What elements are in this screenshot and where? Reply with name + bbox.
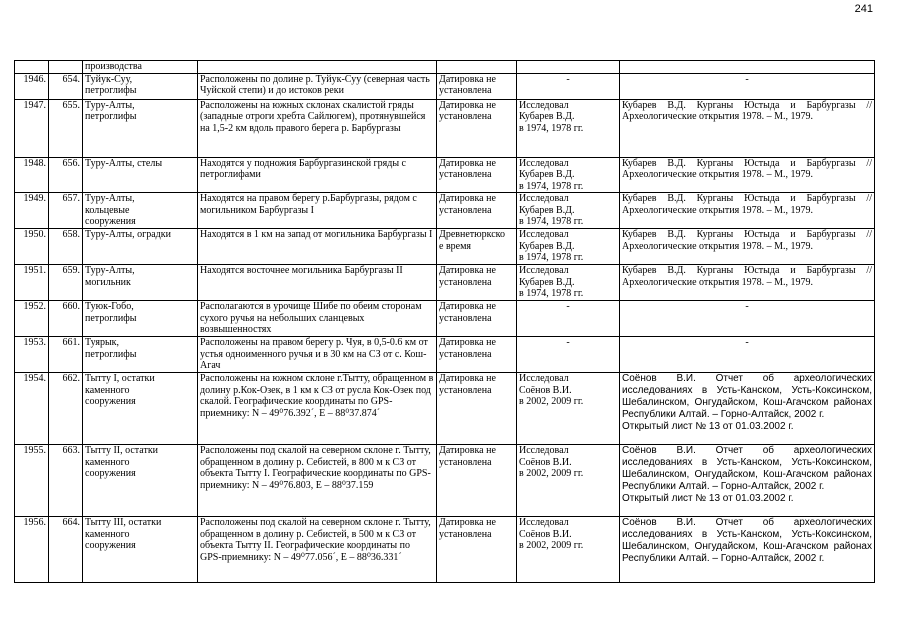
cell-dating: Датировка не установлена: [437, 301, 517, 337]
cell-location: Расположены на южном склоне г.Тытту, обращенном в долину р.Кок-Озек, в 1 км к СЗ от русла Кок-Озек под скалой. Географические координаты по GPS-приемнику: N – 49⁰76.392´, E – 88⁰37.874´: [198, 373, 437, 445]
cell-reference: [620, 61, 875, 74]
cell-n2: 659.: [49, 265, 83, 301]
table-row: [15, 229, 875, 265]
cell-n2: 657.: [49, 193, 83, 229]
reference-text: Кубарев В.Д. Курганы Юстыда и Барбургазы //Археологические открытия 1978. – М., 1979.: [622, 99, 872, 122]
cell-dating: Датировка не установлена: [437, 73, 517, 99]
cell-n2: [49, 61, 83, 74]
cell-name: Туру-Алты, кольцевые сооружения: [83, 193, 198, 229]
cell-n1: 1947.: [15, 99, 49, 157]
cell-n1: 1953.: [15, 337, 49, 373]
cell-location: Расположены по долине р. Туйук-Суу (северная часть Чуйской степи) и до истоков реки: [198, 73, 437, 99]
cell-research: Исследовал Кубарев В.Д. в 1974, 1978 гг.: [517, 229, 620, 265]
permit-text: Открытый лист № 13 от 01.03.2002 г.: [622, 421, 794, 432]
cell-n1: 1952.: [15, 301, 49, 337]
cell-name: производства: [83, 61, 198, 74]
table-row: [15, 73, 875, 99]
cell-location: Находятся в 1 км на запад от могильника Барбургазы I: [198, 229, 437, 265]
cell-n2: 654.: [49, 73, 83, 99]
cell-dating: Датировка не установлена: [437, 445, 517, 517]
cell-reference: -: [620, 301, 875, 337]
cell-dating: Датировка не установлена: [437, 337, 517, 373]
cell-name: Туру-Алты, стелы: [83, 157, 198, 193]
cell-location: Расположены под скалой на северном склоне г. Тытту, обращенном в долину р. Себистей, в 500 м к СЗ от объекта Тытту II. Географические координаты по GPS-приемнику: N – 49⁰77.056´, E – 88⁰36.331´: [198, 517, 437, 583]
cell-n1: 1948.: [15, 157, 49, 193]
cell-dating: Древнетюркско е время: [437, 229, 517, 265]
cell-n2: 664.: [49, 517, 83, 583]
reference-text: Соёнов В.И. Отчет об археологических исследованиях в Усть-Канском, Усть-Коксинском, Шебалинском, Онгудайском, Кош-Агачском районах Республики Алтай. – Горно-Алтайск, 2002 г.: [622, 445, 872, 492]
cell-n1: 1956.: [15, 517, 49, 583]
cell-research: Исследовал Кубарев В.Д. в 1974, 1978 гг.: [517, 99, 620, 157]
table-row: [15, 517, 875, 583]
table-row: [15, 157, 875, 193]
cell-reference: [620, 157, 875, 193]
cell-research: -: [517, 73, 620, 99]
page-number: 241: [854, 3, 873, 15]
table-row-continuation: [15, 61, 875, 74]
cell-name: Тытту II, остатки каменного сооружения: [83, 445, 198, 517]
cell-dating: Датировка не установлена: [437, 157, 517, 193]
cell-n1: [15, 61, 49, 74]
cell-n1: 1946.: [15, 73, 49, 99]
cell-name: Тытту I, остатки каменного сооружения: [83, 373, 198, 445]
cell-research: -: [517, 301, 620, 337]
cell-location: Расположены на южных склонах скалистой гряды (западные отроги хребта Сайлюгем), протянувшейся на 1,5-2 км вдоль правого берега р. Барбургазы: [198, 99, 437, 157]
cell-n1: 1949.: [15, 193, 49, 229]
table-row: [15, 99, 875, 157]
reference-text: Кубарев В.Д. Курганы Юстыда и Барбургазы //Археологические открытия 1978. – М., 1979.: [622, 157, 872, 180]
cell-research: [517, 61, 620, 74]
cell-n2: 662.: [49, 373, 83, 445]
table-row: [15, 337, 875, 373]
cell-n1: 1951.: [15, 265, 49, 301]
cell-n2: 656.: [49, 157, 83, 193]
cell-research: Исследовал Кубарев В.Д. в 1974, 1978 гг.: [517, 193, 620, 229]
monuments-table: [14, 60, 875, 583]
cell-reference: [620, 373, 875, 445]
cell-reference: -: [620, 337, 875, 373]
cell-location: Расположены под скалой на северном склоне г. Тытту, обращенном в долину р. Себистей, в 800 м к СЗ от объекта Тытту I. Географические координаты по GPS-приемнику: N – 49⁰76.803, E – 88⁰37.159: [198, 445, 437, 517]
cell-reference: -: [620, 73, 875, 99]
cell-research: Исследовал Соёнов В.И. в 2002, 2009 гг.: [517, 517, 620, 583]
table-row: [15, 445, 875, 517]
cell-dating: [437, 61, 517, 74]
cell-research: Исследовал Кубарев В.Д. в 1974, 1978 гг.: [517, 265, 620, 301]
table-row: [15, 373, 875, 445]
cell-location: Располагаются в урочище Шибе по обеим сторонам сухого ручья на небольших сланцевых возвышенностях: [198, 301, 437, 337]
cell-name: Туру-Алты, оградки: [83, 229, 198, 265]
cell-n2: 655.: [49, 99, 83, 157]
cell-n2: 661.: [49, 337, 83, 373]
permit-text: Открытый лист № 13 от 01.03.2002 г.: [622, 493, 794, 504]
cell-reference: [620, 445, 875, 517]
cell-n1: 1950.: [15, 229, 49, 265]
reference-text: Кубарев В.Д. Курганы Юстыда и Барбургазы //Археологические открытия 1978. – М., 1979.: [622, 265, 872, 288]
cell-research: Исследовал Кубарев В.Д. в 1974, 1978 гг.: [517, 157, 620, 193]
cell-reference: [620, 229, 875, 265]
cell-location: Находятся на правом берегу р.Барбургазы, рядом с могильником Барбургазы I: [198, 193, 437, 229]
cell-reference: [620, 265, 875, 301]
cell-name: Туйук-Суу, петроглифы: [83, 73, 198, 99]
cell-reference: [620, 517, 875, 583]
cell-dating: Датировка не установлена: [437, 193, 517, 229]
cell-n1: 1955.: [15, 445, 49, 517]
cell-n2: 663.: [49, 445, 83, 517]
cell-research: Исследовал Соёнов В.И. в 2002, 2009 гг.: [517, 445, 620, 517]
cell-location: [198, 61, 437, 74]
reference-text: Кубарев В.Д. Курганы Юстыда и Барбургазы //Археологические открытия 1978. – М., 1979.: [622, 193, 872, 216]
cell-name: Туру-Алты, петроглифы: [83, 99, 198, 157]
table-row: [15, 193, 875, 229]
table-row: [15, 301, 875, 337]
cell-dating: Датировка не установлена: [437, 517, 517, 583]
cell-name: Тытту III, остатки каменного сооружения: [83, 517, 198, 583]
cell-reference: [620, 99, 875, 157]
cell-reference: [620, 193, 875, 229]
cell-research: Исследовал Соёнов В.И. в 2002, 2009 гг.: [517, 373, 620, 445]
cell-dating: Датировка не установлена: [437, 373, 517, 445]
reference-text: Соёнов В.И. Отчет об археологических исследованиях в Усть-Канском, Усть-Коксинском, Шебалинском, Онгудайском, Кош-Агачском районах Республики Алтай. – Горно-Алтайск, 2002 г.: [622, 373, 872, 420]
cell-name: Туру-Алты, могильник: [83, 265, 198, 301]
cell-location: Расположены на правом берегу р. Чуя, в 0,5-0.6 км от устья одноименного ручья и в 30 км на СЗ от с. Кош-Агач: [198, 337, 437, 373]
cell-n2: 658.: [49, 229, 83, 265]
cell-research: -: [517, 337, 620, 373]
table-row: [15, 265, 875, 301]
cell-n2: 660.: [49, 301, 83, 337]
cell-dating: Датировка не установлена: [437, 265, 517, 301]
cell-location: Находятся у подножия Барбургазинской гряды с петроглифами: [198, 157, 437, 193]
cell-location: Находятся восточнее могильника Барбургазы II: [198, 265, 437, 301]
cell-n1: 1954.: [15, 373, 49, 445]
cell-dating: Датировка не установлена: [437, 99, 517, 157]
reference-text: Соёнов В.И. Отчет об археологических исследованиях в Усть-Канском, Усть-Коксинском, Шебалинском, Онгудайском, Кош-Агачском районах Республики Алтай. – Горно-Алтайск, 2002 г.: [622, 517, 872, 564]
cell-name: Туярык, петроглифы: [83, 337, 198, 373]
cell-name: Туюк-Гобо, петроглифы: [83, 301, 198, 337]
reference-text: Кубарев В.Д. Курганы Юстыда и Барбургазы //Археологические открытия 1978. – М., 1979.: [622, 229, 872, 252]
